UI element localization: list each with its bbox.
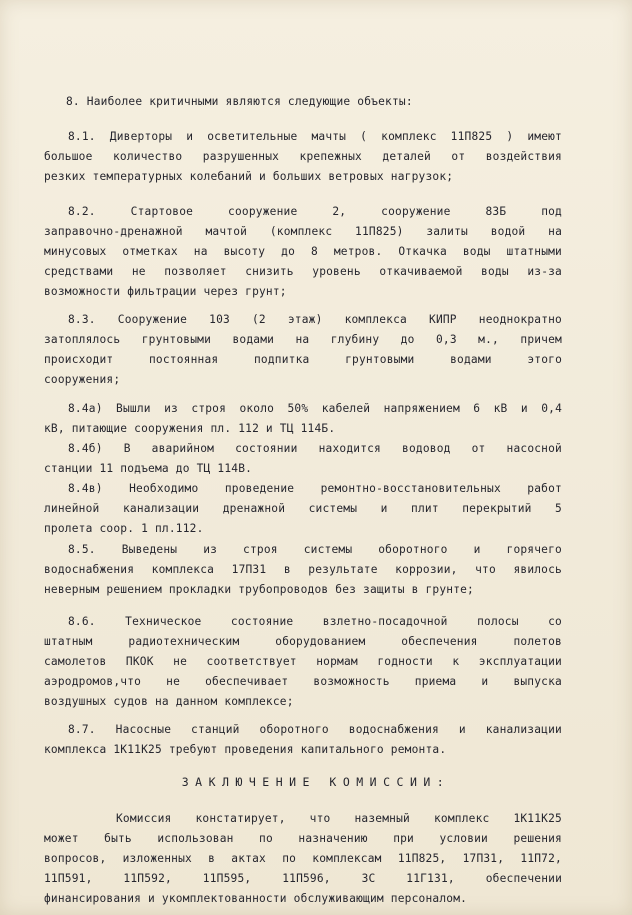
intro-line: 8. Наиболее критичными являются следующие объекты: [66,95,413,108]
item-line: возможности фильтрации через грунт; [44,285,287,298]
item-line: минусовых отметках на высоту до 8 метров. Откачка воды штатными [44,245,562,258]
item-8-6 [44,612,562,712]
item-line: заправочно-дренажной мачтой (комплекс 11П825) залиты водой на [44,225,562,238]
item-line: водоснабжения комплекса 17П31 в результате коррозии, что явилось [44,563,562,576]
item-line: пролета соор. 1 пл.112. [44,522,204,535]
conclusion-line: вопросов, изложенных в актах по комплексам 11П825, 17П31, 11П72, [44,852,562,865]
item-line: комплекса 1К11К25 требуют проведения капитального ремонта. [44,743,447,756]
conclusion-line: 11П591, 11П592, 11П595, 11П596, ЗС 11Г131, обеспечении [44,872,562,885]
item-line: 8.5. Выведены из строя системы оборотного и горячего [68,543,562,556]
item-line: большое количество разрушенных крепежных деталей от воздействия [44,150,562,163]
item-line: неверным решением прокладки трубопроводов без защиты в грунте; [44,583,474,596]
item-line: 8.4а) Вышли из строя около 50% кабелей напряжением 6 кВ и 0,4 [68,402,562,415]
item-line: резких температурных колебаний и больших ветровых нагрузок; [44,170,454,183]
item-line: происходит постоянная подпитка грунтовыми водами этого [44,353,562,366]
item-8-3 [44,310,562,390]
item-line: 8.3. Сооружение 103 (2 этаж) комплекса КИПР неоднократно [68,313,562,326]
item-line: аэродромов,что не обеспечивает возможность приема и выпуска [44,675,562,688]
intro-paragraph [66,92,556,112]
item-line: 8.7. Насосные станций оборотного водоснабжения и канализации [68,723,562,736]
item-line: линейной канализации дренажной системы и плит перекрытий 5 [44,502,562,515]
item-line: штатным радиотехническим оборудованием обеспечения полетов [44,635,562,648]
item-8-1 [44,127,562,187]
item-line: 8.6. Техническое состояние взлетно-посадочной полосы со [68,615,562,628]
item-line: самолетов ПКОК не соответствует нормам годности к эксплуатации [44,655,562,668]
item-line: станции 11 подъема до ТЦ 114В. [44,462,253,475]
item-8-7 [44,720,562,760]
item-8-2 [44,202,562,302]
item-line: затоплялось грунтовыми водами на глубину до 0,3 м., причем [44,333,562,346]
conclusion-paragraph [44,809,562,909]
item-8-5 [44,540,562,600]
item-line: 8.1. Диверторы и осветительные мачты ( комплекс 11П825 ) имеют [68,130,562,143]
conclusion-title: ЗАКЛЮЧЕНИЕ КОМИССИИ: [181,775,451,789]
item-line: 8.4б) В аварийном состоянии находится водовод от насосной [68,442,562,455]
conclusion-line: финансирования и укомплектованности обслуживающим персоналом. [44,892,468,905]
item-line: кВ, питающие сооружения пл. 112 и ТЦ 114Б. [44,422,336,435]
item-8-4 [44,399,562,539]
conclusion-line: Комиссия констатирует, что наземный комплекс 1К11К25 [116,812,562,825]
item-line: 8.4в) Необходимо проведение ремонтно-восстановительных работ [68,482,562,495]
item-line: средствами не позволяет снизить уровень откачиваемой воды из-за [44,265,562,278]
item-line: воздушных судов на данном комплексе; [44,695,294,708]
item-line: 8.2. Стартовое сооружение 2, сооружение 83Б под [68,205,562,218]
item-line: сооружения; [44,373,121,386]
conclusion-line: может быть использован по назначению при условии решения [44,832,562,845]
